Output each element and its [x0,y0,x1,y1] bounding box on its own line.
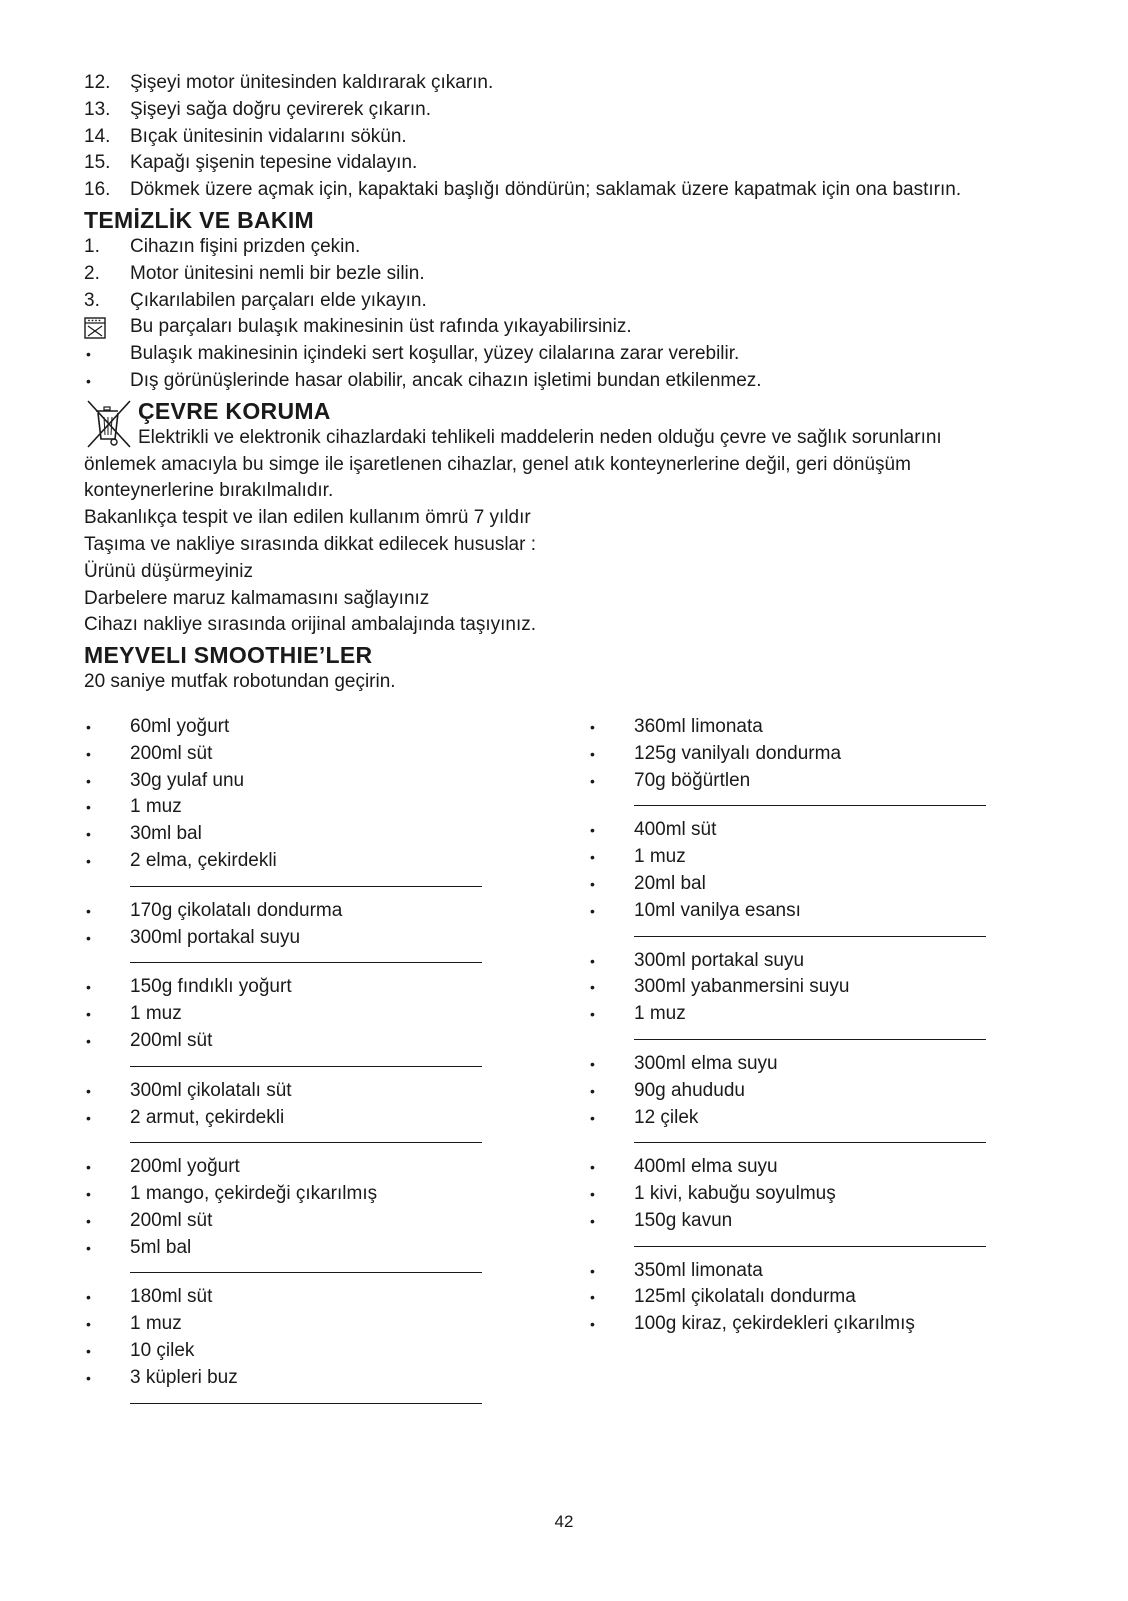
ingredient-item [84,925,588,952]
ingredient-item [84,1001,588,1028]
bullet: • [590,849,595,866]
bullet: • [86,852,91,869]
ingredient-item [84,1181,588,1208]
ingredient-text: 10 çilek [130,1340,195,1362]
bullet: • [86,826,91,843]
assembly-steps [84,70,1044,204]
ingredient-text: 200ml süt [130,1029,213,1051]
bullet: • [86,772,91,789]
ingredient-item [84,1078,588,1105]
bullet: • [86,745,91,762]
ingredient-item [588,741,1044,768]
bullet: • [590,745,595,762]
ingredient-item [84,848,588,875]
ingredient-text: 1 muz [130,1003,182,1025]
bullet: • [86,372,91,389]
recipe-block [84,1154,588,1273]
ingredient-text: 90g ahududu [634,1079,745,1101]
recipe-divider [130,1403,482,1404]
recipe-columns [84,714,1044,1415]
ingredient-item [588,1208,1044,1235]
ingredient-text: 125g vanilyalı dondurma [634,742,842,764]
ingredient-item [84,1105,588,1132]
recipe-block [84,1078,588,1144]
recipe-divider [130,886,482,887]
recipe-block [588,817,1044,936]
ingredient-text: 30g yulaf unu [130,769,245,791]
ingredient-item [84,1338,588,1365]
ingredient-text: 300ml elma suyu [634,1052,778,1074]
page-number: 42 [554,1512,574,1531]
ingredient-text: 360ml limonata [634,715,763,737]
crossed-out-wheeled-bin-icon [84,399,134,451]
list-item-text: Bulaşık makinesinin içindeki sert koşullar, yüzey cilalarına zarar verebilir. [130,343,740,365]
step-item [84,234,1044,261]
bullet: • [590,1262,595,1279]
ingredient-item [84,1208,588,1235]
step-text: Şişeyi sağa doğru çevirerek çıkarın. [130,98,431,120]
ingredient-text: 300ml portakal suyu [634,949,805,971]
ingredient-item [588,1284,1044,1311]
recipe-block [84,1284,588,1403]
ingredient-text: 200ml süt [130,742,213,764]
recipe-block [84,974,588,1066]
step-item [84,124,1044,151]
ingredient-item [588,898,1044,925]
bullet: • [590,1316,595,1333]
recipe-block [84,714,588,887]
recipe-block [84,898,588,964]
ingredient-item [84,898,588,925]
ingredient-text: 5ml bal [130,1236,192,1258]
recipe-divider [130,1272,482,1273]
ingredient-text: 1 muz [130,1313,182,1335]
ingredient-item [588,1105,1044,1132]
bullet: • [86,1289,91,1306]
step-text: Kapağı şişenin tepesine vidalayın. [130,152,418,174]
recipe-divider [634,936,986,937]
list-item-text: Dış görünüşlerinde hasar olabilir, ancak cihazın işletimi bundan etkilenmez. [130,369,762,391]
bullet: • [590,1159,595,1176]
ingredient-item [84,741,588,768]
bullet: • [86,346,91,363]
ingredient-text: 350ml limonata [634,1259,763,1281]
ingredient-text: 300ml portakal suyu [130,926,301,948]
recipe-block [588,1258,1044,1338]
step-text: Motor ünitesini nemli bir bezle silin. [130,262,425,284]
ingredient-item [588,974,1044,1001]
ingredient-item [84,1235,588,1262]
ingredient-text: 30ml bal [130,823,202,845]
bullet: • [86,1316,91,1333]
bullet: • [86,1006,91,1023]
ingredient-text: 12 çilek [634,1106,699,1128]
step-number: 1. [84,235,100,257]
bullet: • [86,1369,91,1386]
step-number: 12. [84,72,111,93]
bullet: • [590,979,595,996]
bullet: • [590,1109,595,1126]
recipe-divider [634,805,986,806]
ingredient-text: 1 mango, çekirdeği çıkarılmış [130,1183,378,1205]
cleaning-heading: TEMİZLİK VE BAKIM [84,206,314,233]
ingredient-item [84,714,588,741]
ingredient-item [588,1001,1044,1028]
paragraph-line: Cihazı nakliye sırasında orijinal ambalajında taşıyınız. [84,614,537,636]
recipe-divider [130,962,482,963]
bullet: • [590,772,595,789]
ingredient-text: 300ml yabanmersini suyu [634,976,850,998]
ingredient-item [588,768,1044,795]
paragraph-line: Bakanlıkça tespit ve ilan edilen kullanım ömrü 7 yıldır [84,507,531,529]
recipe-block [588,1051,1044,1143]
ingredient-text: 200ml yoğurt [130,1156,240,1178]
ingredient-text: 3 küpleri buz [130,1366,238,1388]
ingredient-item [84,768,588,795]
bullet: • [590,1006,595,1023]
paragraph-line: önlemek amacıyla bu simge ile işaretlenen cihazlar, genel atık konteynerlerine değil, geri dönüşüm [84,453,911,475]
environment-heading: ÇEVRE KORUMA [138,397,331,424]
ingredient-item [588,948,1044,975]
bullet: • [86,1212,91,1229]
step-item [84,261,1044,288]
paragraph-line: Elektrikli ve elektronik cihazlardaki tehlikeli maddelerin neden olduğu çevre ve sağlık sorunlarını [138,426,942,448]
ingredient-text: 2 armut, çekirdekli [130,1106,285,1128]
ingredient-item [588,844,1044,871]
ingredient-text: 170g çikolatalı dondurma [130,899,343,921]
bullet: • [86,979,91,996]
ingredient-item [588,1154,1044,1181]
ingredient-item [84,1028,588,1055]
dishwasher-icon [84,314,130,341]
bullet: • [86,1343,91,1360]
ingredient-text: 300ml çikolatalı süt [130,1079,292,1101]
ingredient-text: 1 muz [130,796,182,818]
recipe-divider [634,1142,986,1143]
ingredient-item [84,1365,588,1392]
bullet: • [86,1159,91,1176]
ingredient-item [84,1284,588,1311]
dishwasher-note-text: Bu parçaları bulaşık makinesinin üst rafında yıkayabilirsiniz. [130,316,632,338]
paragraph-line: Taşıma ve nakliye sırasında dikkat edilecek hususlar : [84,533,536,555]
ingredient-text: 70g böğürtlen [634,769,751,791]
step-text: Çıkarılabilen parçaları elde yıkayın. [130,289,427,311]
step-item [84,177,1044,204]
ingredient-item [588,1258,1044,1285]
bullet: • [86,799,91,816]
ingredient-text: 2 elma, çekirdekli [130,849,277,871]
bullet: • [590,952,595,969]
ingredient-item [588,817,1044,844]
ingredient-item [588,871,1044,898]
step-text: Dökmek üzere açmak için, kapaktaki başlığı döndürün; saklamak üzere kapatmak için ona bastırın. [130,179,962,201]
step-number: 15. [84,152,111,174]
step-item [84,288,1044,315]
bullet: • [86,929,91,946]
bullet: • [86,902,91,919]
paragraph-line: Darbelere maruz kalmamasını sağlayınız [84,587,430,609]
paragraph-line: konteynerlerine bırakılmalıdır. [84,480,334,502]
ingredient-item [84,974,588,1001]
recipe-divider [130,1142,482,1143]
step-number: 16. [84,179,111,201]
bullet: • [590,1055,595,1072]
ingredient-text: 100g kiraz, çekirdekleri çıkarılmış [634,1313,915,1335]
bullet: • [590,902,595,919]
cleaning-steps [84,234,1044,395]
ingredient-item [588,1181,1044,1208]
list-item [84,368,1044,395]
step-number: 3. [84,289,100,311]
bullet: • [86,718,91,735]
recipe-block [588,948,1044,1040]
bullet: • [590,1082,595,1099]
bullet: • [86,1082,91,1099]
step-item [84,70,1044,97]
bullet: • [590,1186,595,1203]
ingredient-item [84,1154,588,1181]
step-item [84,150,1044,177]
step-text: Bıçak ünitesinin vidalarını sökün. [130,125,407,147]
paragraph-line: Ürünü düşürmeyiniz [84,560,253,582]
bullet: • [590,875,595,892]
ingredient-item [588,1311,1044,1338]
ingredient-text: 180ml süt [130,1286,213,1308]
ingredient-item [588,714,1044,741]
ingredient-text: 1 muz [634,1003,686,1025]
bullet: • [590,1212,595,1229]
ingredient-text: 1 muz [634,846,686,868]
environment-section [84,397,1044,639]
dishwasher-note [84,314,1044,341]
recipe-block [588,714,1044,806]
recipe-divider [634,1246,986,1247]
ingredient-text: 150g fındıklı yoğurt [130,976,292,998]
recipe-divider [130,1066,482,1067]
ingredient-text: 200ml süt [130,1209,213,1231]
ingredient-text: 10ml vanilya esansı [634,899,801,921]
document-page [84,70,1044,1415]
step-text: Şişeyi motor ünitesinden kaldırarak çıkarın. [130,72,494,93]
bullet: • [86,1109,91,1126]
ingredient-item [588,1051,1044,1078]
recipe-column-right [588,714,1044,1415]
ingredient-text: 1 kivi, kabuğu soyulmuş [634,1183,836,1205]
bullet: • [590,822,595,839]
smoothies-heading: MEYVELI SMOOTHIE’LER [84,642,373,669]
recipe-column-left [84,714,588,1415]
step-item [84,97,1044,124]
ingredient-item [84,821,588,848]
bullet: • [86,1186,91,1203]
ingredient-text: 400ml elma suyu [634,1156,778,1178]
ingredient-text: 20ml bal [634,872,706,894]
bullet: • [86,1032,91,1049]
list-item [84,341,1044,368]
ingredient-text: 400ml süt [634,819,717,841]
ingredient-text: 60ml yoğurt [130,715,230,737]
step-number: 2. [84,262,100,284]
ingredient-item [84,1311,588,1338]
ingredient-item [588,1078,1044,1105]
ingredient-item [84,794,588,821]
step-number: 13. [84,98,111,120]
step-number: 14. [84,125,111,147]
smoothies-intro: 20 saniye mutfak robotundan geçirin. [84,671,396,693]
recipe-divider [634,1039,986,1040]
bullet: • [590,1289,595,1306]
bullet: • [86,1239,91,1256]
bullet: • [590,718,595,735]
step-text: Cihazın fişini prizden çekin. [130,235,361,257]
ingredient-text: 150g kavun [634,1209,733,1231]
ingredient-text: 125ml çikolatalı dondurma [634,1286,856,1308]
recipe-block [588,1154,1044,1246]
